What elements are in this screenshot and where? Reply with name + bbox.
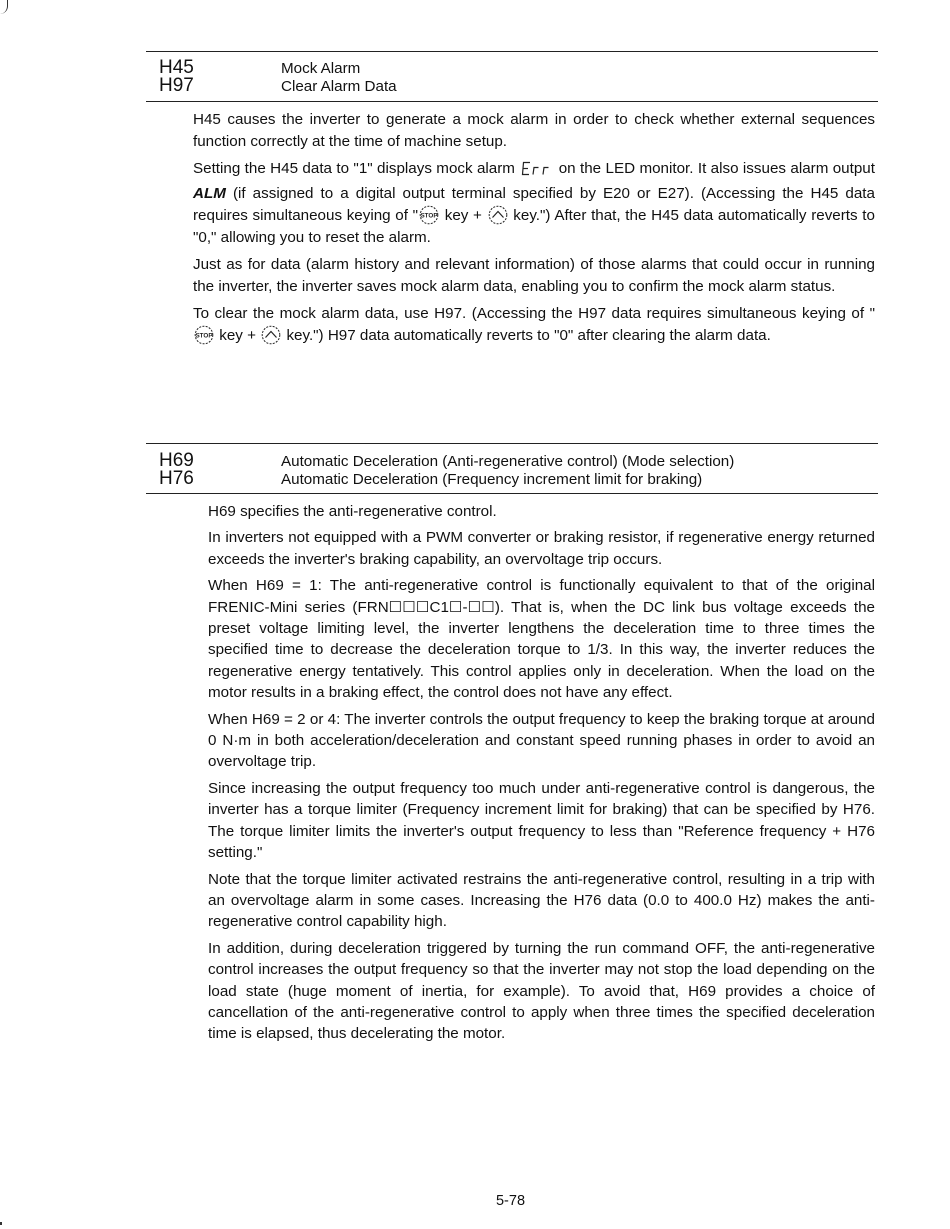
up-key-icon (488, 205, 508, 225)
header-row (146, 59, 878, 77)
svg-text:STOP: STOP (420, 212, 438, 220)
paragraph: Just as for data (alarm history and relevant information) of those alarms that could occur in running the inverter, the inverter saves mock alarm data, enabling you to confirm the mock alarm status. (193, 256, 875, 295)
paragraph: In addition, during deceleration triggered by turning the run command OFF, the anti-regenerative control increases the output frequency so that the inverter may not stop the load depending on the load state (huge moment of inertia, for example). To avoid that, H69 provides a choice of cancellation of the anti-regenerative control to apply when three times the specified deceleration time is elapsed, thus decelerating the motor. (208, 939, 875, 1043)
function-code: H69 (159, 450, 194, 471)
function-title: Automatic Deceleration (Frequency increment limit for braking) (281, 471, 703, 488)
paragraph-text: (if assigned to a digital output terminal specified by E20 or E27). (Accessing the H45 data requires simultaneous keying of " (193, 185, 875, 224)
paragraph (193, 303, 875, 347)
stop-key-icon (419, 205, 439, 225)
paragraph: When H69 = 2 or 4: The inverter controls the output frequency to keep the braking torque at around 0 N·m in both acceleration/deceleration and constant speed running phases in order to avoid an overvoltage trip. (208, 710, 875, 771)
function-title: Clear Alarm Data (281, 78, 397, 95)
page-edge-mark (0, 0, 8, 14)
svg-text:STOP: STOP (195, 332, 213, 340)
page-number: 5-78 (495, 1193, 526, 1209)
page-edge-dot (0, 1222, 2, 1225)
paragraph-text: To clear the mock alarm data, use H97. (Accessing the H97 data requires simultaneous keying of " (193, 305, 875, 322)
function-code: H76 (159, 468, 194, 489)
led-err-display-icon (521, 161, 552, 183)
paragraph: In inverters not equipped with a PWM converter or braking resistor, if regenerative energy returned exceeds the inverter's braking capability, an overvoltage trip occurs. (208, 529, 875, 568)
paragraph-text: on the LED monitor. It also issues alarm output (558, 160, 875, 177)
stop-key-icon (194, 325, 214, 345)
paragraph: H45 causes the inverter to generate a mock alarm in order to check whether external sequences function correctly at the time of machine setup. (193, 111, 875, 150)
section-body-h69-h76 (208, 501, 875, 1050)
paragraph-text: key.") After that, the H45 data automatically reverts to "0," allowing you to reset the alarm. (193, 207, 875, 246)
up-key-icon (261, 325, 281, 345)
function-code: H97 (159, 75, 194, 96)
paragraph: H69 specifies the anti-regenerative control. (208, 503, 497, 520)
header-row (146, 452, 878, 470)
function-code: H45 (159, 57, 194, 78)
header-row (146, 470, 878, 488)
paragraph: Since increasing the output frequency too much under anti-regenerative control is dangerous, the inverter has a torque limiter (Frequency increment limit for braking) that can be specified by H76. The torque limiter limits the inverter's output frequency to less than "Reference frequency + H76 setting." (208, 779, 875, 862)
function-title: Automatic Deceleration (Anti-regenerative control) (Mode selection) (281, 453, 735, 470)
paragraph-text: Setting the H45 data to "1" displays mock alarm (193, 160, 515, 177)
section-body-h45-h97 (193, 109, 875, 352)
paragraph: When H69 = 1: The anti-regenerative control is functionally equivalent to that of the original FRENIC-Mini series (FRN☐☐☐C1☐-☐☐). That is, when the DC link bus voltage exceeds the preset voltage limiting level, the inverter lengthens the deceleration time to three times the specified time to decrease the deceleration torque to 1/3. In this way, the inverter reduces the regenerative energy tentatively. This control applies only in deceleration. When the load on the motor results in a braking effect, the control does not have any effect. (208, 577, 875, 702)
section-header-h69-h76 (146, 443, 878, 494)
alm-signal-label: ALM (193, 185, 226, 202)
paragraph: Note that the torque limiter activated restrains the anti-regenerative control, resulting in a trip with an overvoltage alarm in some cases. Increasing the H76 data (0.0 to 400.0 Hz) makes the anti-regenerative control capability high. (208, 870, 875, 931)
header-row (146, 77, 878, 95)
paragraph-text: key + (444, 207, 482, 224)
paragraph (193, 158, 875, 249)
function-title: Mock Alarm (281, 60, 361, 77)
section-header-h45-h97 (146, 51, 878, 102)
paragraph-text: key + (219, 327, 256, 344)
svg-text:Err: Err (521, 161, 523, 162)
paragraph-text: key.") H97 data automatically reverts to "0" after clearing the alarm data. (286, 327, 771, 344)
